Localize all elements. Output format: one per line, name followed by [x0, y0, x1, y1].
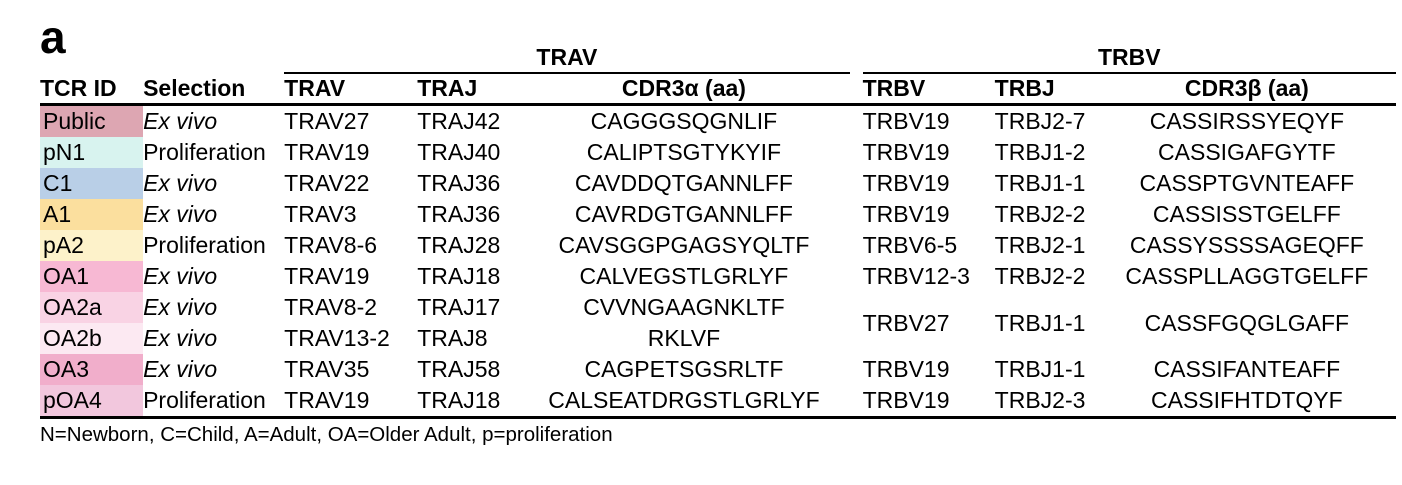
trav-cell: TRAV27: [284, 108, 370, 134]
group-gap: [850, 44, 863, 73]
trbj-cell: TRBJ2-1: [994, 232, 1086, 258]
trav-cell: TRAV35: [284, 356, 370, 382]
column-header-row: [40, 73, 1396, 105]
trbv-cell: TRBV6-5: [862, 232, 958, 258]
cdr3b-cell: CASSIGAFGYTF: [1158, 139, 1336, 165]
trav-cell: TRAV8-2: [284, 294, 378, 320]
cdr3a-cell: CALIPTSGTYKYIF: [586, 139, 782, 165]
cdr3b-cell: CASSPLLAGGTGELFF: [1125, 263, 1369, 289]
selection-cell: Ex vivo: [143, 170, 218, 196]
trav-cell: TRAV19: [284, 139, 370, 165]
traj-cell: TRAJ28: [417, 232, 501, 258]
trav-cell: TRAV8-6: [284, 232, 378, 258]
tcr-id-cell: C1: [40, 168, 143, 199]
gap-cell: [850, 230, 863, 261]
selection-cell: Proliferation: [143, 232, 266, 258]
trbj-cell: TRBJ2-7: [994, 108, 1086, 134]
traj-cell: TRAJ18: [417, 385, 518, 418]
cdr3b-cell: CASSIRSSYEQYF: [1149, 108, 1344, 134]
trbj-cell: TRBJ1-1: [994, 356, 1086, 382]
col-header-cdr3b: CDR3β (aa): [1098, 73, 1396, 105]
col-header-trav: TRAV: [284, 73, 417, 105]
gap-cell: [850, 199, 863, 230]
trbv-cell: TRBV12-3: [862, 263, 970, 289]
col-header-selection: Selection: [143, 73, 284, 105]
traj-cell: TRAJ36: [417, 170, 501, 196]
traj-cell: TRAJ8: [417, 325, 488, 351]
trav-cell: TRAV19: [284, 385, 417, 418]
trbv-cell: TRBV19: [862, 170, 950, 196]
col-header-traj: TRAJ: [417, 73, 518, 105]
cdr3a-cell: CALVEGSTLGRLYF: [579, 263, 789, 289]
cdr3b-cell: CASSPTGVNTEAFF: [1139, 170, 1355, 196]
cdr3a-cell: RKLVF: [647, 325, 721, 351]
trbv-cell-merged: TRBV27: [862, 309, 950, 336]
footnote: N=Newborn, C=Child, A=Adult, OA=Older Adult, p=proliferation: [40, 423, 613, 446]
table-row: [40, 105, 1396, 138]
tcr-id-cell: pA2: [40, 230, 143, 261]
cdr3a-cell: CAGPETSGSRLTF: [584, 356, 784, 382]
cdr3b-cell: CASSIFANTEAFF: [1153, 356, 1341, 382]
trbv-cell: TRBV19: [862, 108, 950, 134]
table-row: [40, 354, 1396, 385]
cdr3b-cell: CASSIFHTDTQYF: [1098, 385, 1396, 418]
gap-cell: [850, 261, 863, 292]
group-header-trav: TRAV: [284, 44, 849, 73]
cdr3a-cell: CVVNGAAGNKLTF: [583, 294, 785, 320]
tcr-id-cell: OA3: [40, 354, 143, 385]
table-row: [40, 199, 1396, 230]
tcr-id-cell: OA1: [40, 261, 143, 292]
group-header-blank: [40, 44, 284, 73]
selection-cell: Proliferation: [143, 139, 266, 165]
traj-cell: TRAJ36: [417, 201, 501, 227]
col-header-tcr-id: TCR ID: [40, 73, 143, 105]
trbj-cell-merged: TRBJ1-1: [994, 309, 1086, 336]
trbj-cell: TRBJ2-2: [994, 201, 1086, 227]
traj-cell: TRAJ18: [417, 263, 501, 289]
trbv-cell: TRBV19: [862, 201, 950, 227]
selection-cell: Ex vivo: [143, 263, 218, 289]
panel-label: a: [40, 11, 66, 63]
gap-cell: [850, 323, 863, 354]
col-gap: [850, 73, 863, 105]
traj-cell: TRAJ42: [417, 108, 501, 134]
gap-cell: [850, 137, 863, 168]
group-header-trbv: TRBV: [863, 44, 1396, 73]
gap-cell: [850, 168, 863, 199]
trbj-cell: TRBJ2-3: [995, 385, 1098, 418]
group-header-row: [40, 44, 1396, 73]
selection-cell: Proliferation: [143, 385, 284, 418]
table-row: [40, 385, 1396, 418]
traj-cell: TRAJ58: [417, 356, 501, 382]
trbj-cell: TRBJ1-1: [994, 170, 1086, 196]
trav-cell: TRAV19: [284, 263, 370, 289]
trav-cell: TRAV22: [284, 170, 370, 196]
trbv-cell: TRBV19: [862, 356, 950, 382]
col-header-cdr3a: CDR3α (aa): [518, 73, 849, 105]
gap-cell: [850, 105, 863, 138]
tcr-id-cell: OA2b: [40, 323, 143, 354]
trbj-cell: TRBJ2-2: [994, 263, 1086, 289]
gap-cell: [850, 292, 863, 323]
cdr3b-cell-merged: CASSFGQGLGAFF: [1144, 309, 1350, 336]
col-header-trbj: TRBJ: [995, 73, 1098, 105]
tcr-id-cell: pN1: [40, 137, 143, 168]
selection-cell: Ex vivo: [143, 201, 218, 227]
cdr3a-cell: CAVRDGTGANNLFF: [574, 201, 793, 227]
table-row: [40, 137, 1396, 168]
cdr3a-cell: CAVSGGPGAGSYQLTF: [558, 232, 810, 258]
cdr3a-cell: CAGGGSQGNLIF: [590, 108, 778, 134]
trav-cell: TRAV13-2: [284, 325, 390, 351]
trbv-cell: TRBV19: [863, 385, 995, 418]
gap-cell: [850, 354, 863, 385]
trbj-cell: TRBJ1-2: [994, 139, 1086, 165]
selection-cell: Ex vivo: [143, 356, 218, 382]
cdr3b-cell: CASSYSSSSAGEQFF: [1129, 232, 1364, 258]
trav-cell: TRAV3: [284, 201, 357, 227]
traj-cell: TRAJ17: [417, 294, 501, 320]
tcr-id-cell: OA2a: [40, 292, 143, 323]
selection-cell: Ex vivo: [143, 325, 218, 351]
col-header-trbv: TRBV: [863, 73, 995, 105]
gap-cell: [850, 385, 863, 418]
table-row: [40, 168, 1396, 199]
trbv-cell: TRBV19: [862, 139, 950, 165]
cdr3a-cell: CAVDDQTGANNLFF: [574, 170, 793, 196]
tcr-id-cell: A1: [40, 199, 143, 230]
table-row: [40, 230, 1396, 261]
tcr-id-cell: pOA4: [40, 385, 143, 418]
table-row: [40, 292, 1396, 323]
cdr3a-cell: CALSEATDRGSTLGRLYF: [518, 385, 849, 418]
cdr3b-cell: CASSISSTGELFF: [1152, 201, 1341, 227]
tcr-id-cell: Public: [40, 105, 143, 138]
selection-cell: Ex vivo: [143, 294, 218, 320]
traj-cell: TRAJ40: [417, 139, 501, 165]
table-row: [40, 261, 1396, 292]
tcr-table: [40, 44, 1396, 419]
selection-cell: Ex vivo: [143, 108, 218, 134]
